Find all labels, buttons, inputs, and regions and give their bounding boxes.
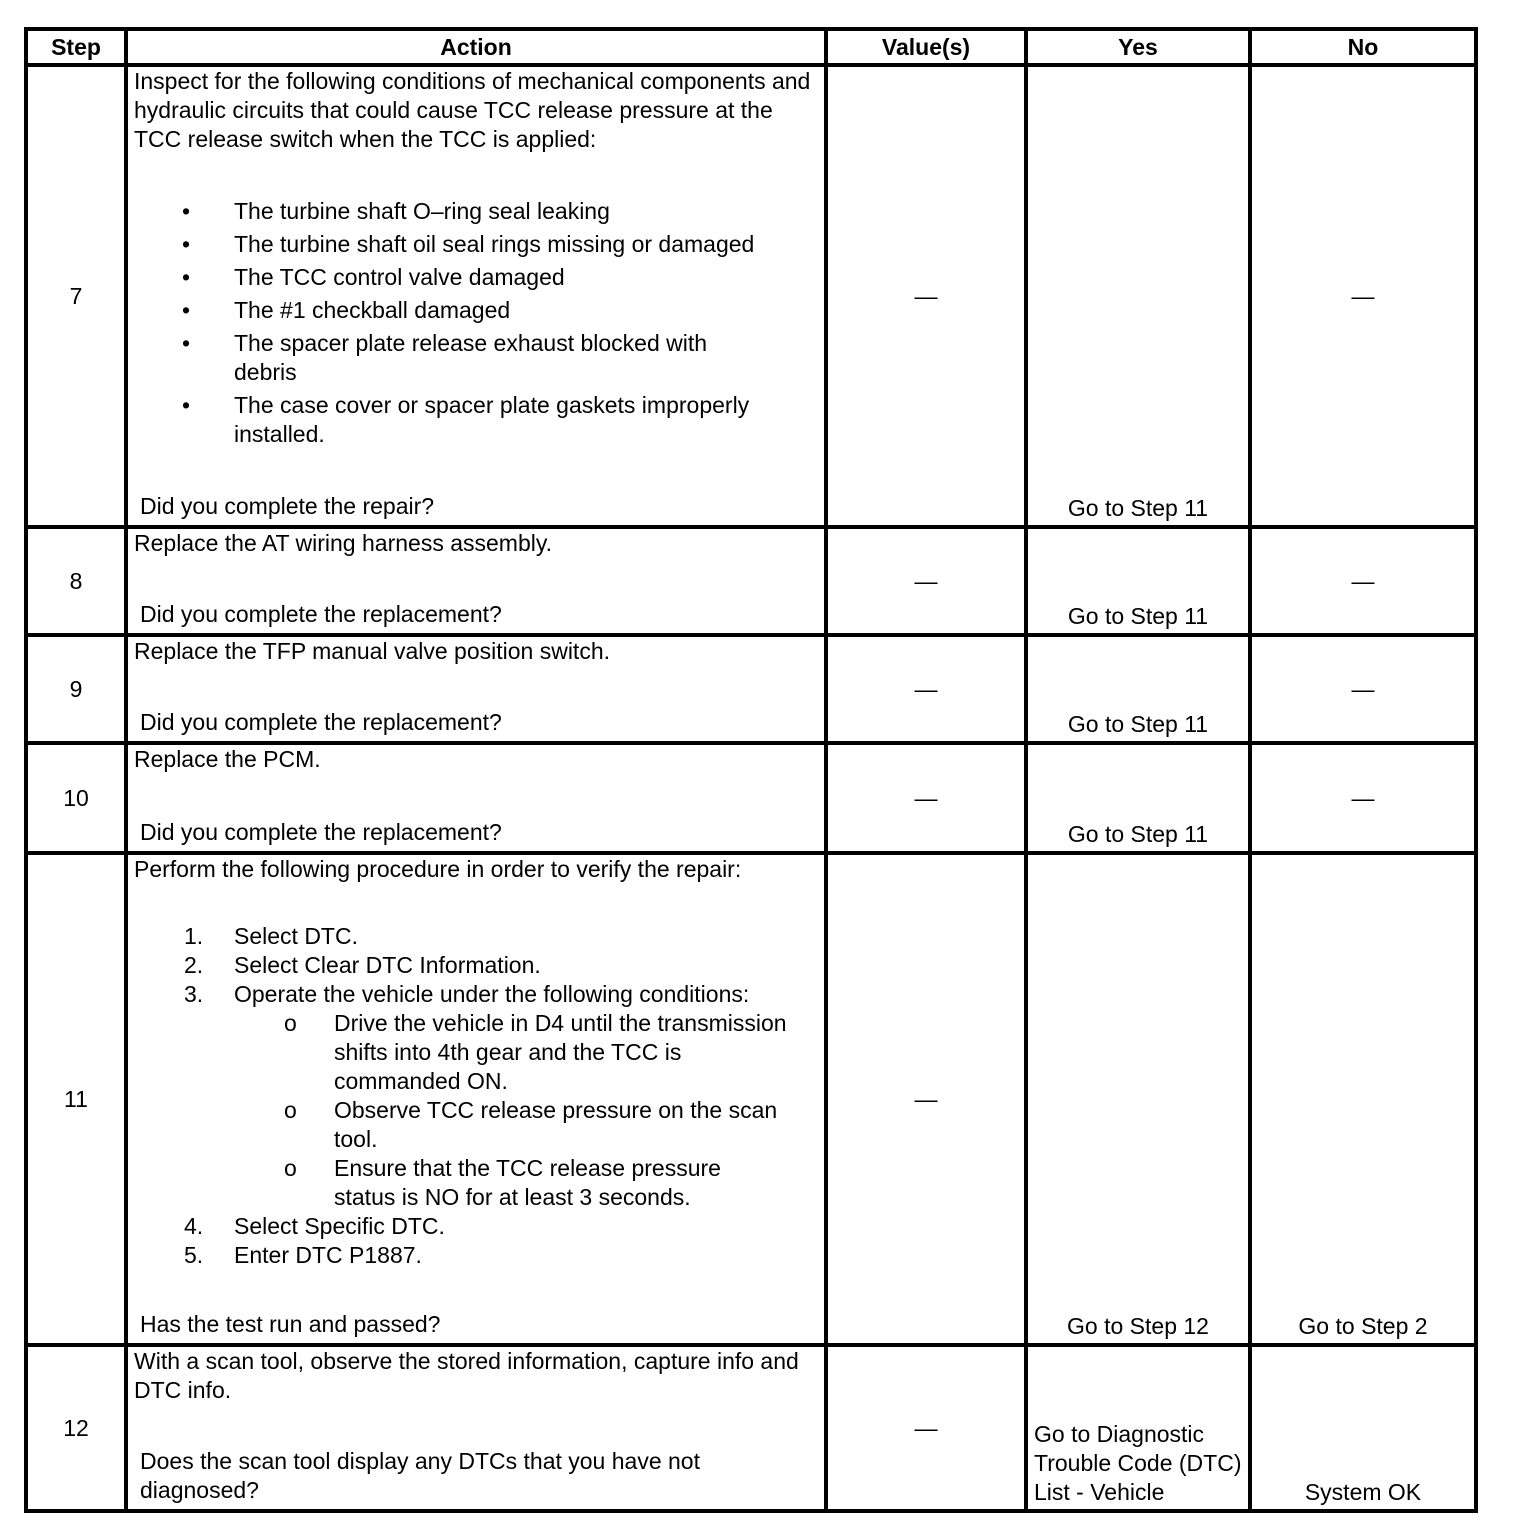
action-intro: Perform the following procedure in order to verify the repair:	[134, 856, 742, 882]
table-row-step-10	[26, 743, 1476, 853]
header-step: Step	[26, 29, 126, 65]
no-cell	[1250, 1345, 1476, 1511]
header-action: Action	[126, 29, 826, 65]
action-question: Did you complete the repair?	[140, 493, 435, 519]
step-number: 12	[26, 1345, 126, 1511]
step-number: 7	[26, 65, 126, 527]
header-row	[26, 29, 1476, 65]
yes-cell	[1026, 635, 1250, 743]
list-item: • The #1 checkball damaged	[182, 297, 511, 323]
sub-list-item: o Ensure that the TCC release pressure status is NO for at least 3 seconds.	[284, 1155, 721, 1210]
bullet-icon: •	[182, 297, 191, 323]
bullet-icon: •	[182, 198, 191, 224]
list-item: • The TCC control valve damaged	[182, 264, 565, 290]
yes-link: Go to Step 11	[1067, 821, 1209, 847]
yes-link: Go to Step 11	[1067, 711, 1209, 737]
action-cell	[126, 853, 826, 1345]
no-cell: —	[1250, 65, 1476, 527]
value-cell: —	[826, 853, 1026, 1345]
bullet-icon: •	[182, 392, 191, 418]
no-cell: —	[1250, 527, 1476, 635]
table-row-step-8	[26, 527, 1476, 635]
list-item: • The spacer plate release exhaust blocked with debris	[182, 330, 708, 385]
list-item: • The turbine shaft O–ring seal leaking	[182, 198, 610, 224]
list-item: 5. Enter DTC P1887.	[184, 1242, 422, 1268]
step-number: 11	[26, 853, 126, 1345]
list-item: • The turbine shaft oil seal rings missing or damaged	[182, 231, 755, 257]
yes-cell	[1026, 853, 1250, 1345]
table-row-step-7	[26, 65, 1476, 527]
action-question: Did you complete the replacement?	[140, 601, 502, 627]
action-cell	[126, 1345, 826, 1511]
list-item: 4. Select Specific DTC.	[184, 1213, 445, 1239]
yes-link: Go to Step 11	[1067, 495, 1209, 521]
no-cell: —	[1250, 743, 1476, 853]
action-question: Did you complete the replacement?	[140, 709, 502, 735]
yes-link: Go to Diagnostic Trouble Code (DTC) List - Vehicle	[1034, 1421, 1242, 1505]
action-cell	[126, 527, 826, 635]
list-item: 3. Operate the vehicle under the following conditions:	[184, 981, 750, 1007]
header-yes: Yes	[1026, 29, 1250, 65]
step-number: 8	[26, 527, 126, 635]
list-item: 1. Select DTC.	[184, 923, 358, 949]
table-row-step-11	[26, 853, 1476, 1345]
no-cell	[1250, 853, 1476, 1345]
yes-cell	[1026, 65, 1250, 527]
yes-cell	[1026, 527, 1250, 635]
action-intro: Replace the TFP manual valve position switch.	[134, 638, 611, 664]
value-cell: —	[826, 743, 1026, 853]
header-no: No	[1250, 29, 1476, 65]
step-number: 10	[26, 743, 126, 853]
value-cell: —	[826, 635, 1026, 743]
header-values: Value(s)	[826, 29, 1026, 65]
table-row-step-12	[26, 1345, 1476, 1511]
diagnostic-table	[24, 27, 1478, 1513]
action-question: Did you complete the replacement?	[140, 819, 502, 845]
no-link: Go to Step 2	[1298, 1313, 1428, 1339]
sub-list-item: o Observe TCC release pressure on the scan tool.	[284, 1097, 778, 1152]
action-question: Has the test run and passed?	[140, 1311, 441, 1337]
action-intro: Inspect for the following conditions of mechanical components and hydraulic circuits that could cause TCC release pressure at the TCC release switch when the TCC is applied:	[134, 68, 811, 152]
action-cell	[126, 743, 826, 853]
list-item: • The case cover or spacer plate gaskets improperly installed.	[182, 392, 750, 447]
circle-bullet-icon: o	[284, 1155, 297, 1181]
value-cell: —	[826, 527, 1026, 635]
action-cell	[126, 635, 826, 743]
yes-link: Go to Step 11	[1067, 603, 1209, 629]
condition-list	[134, 197, 818, 449]
value-cell: —	[826, 1345, 1026, 1511]
procedure-list	[134, 922, 818, 1270]
step-number: 9	[26, 635, 126, 743]
action-intro: Replace the PCM.	[134, 746, 321, 772]
diagnostic-table-sheet	[24, 27, 1478, 1513]
list-item: 2. Select Clear DTC Information.	[184, 952, 541, 978]
action-intro: With a scan tool, observe the stored information, capture info and DTC info.	[134, 1348, 799, 1403]
yes-link: Go to Step 12	[1067, 1313, 1209, 1339]
action-question: Does the scan tool display any DTCs that you have not diagnosed?	[140, 1448, 700, 1503]
sub-list-item: o Drive the vehicle in D4 until the transmission shifts into 4th gear and the TCC is commanded ON.	[284, 1010, 787, 1094]
yes-cell	[1026, 1345, 1250, 1511]
no-link: System OK	[1304, 1479, 1422, 1505]
bullet-icon: •	[182, 264, 191, 290]
bullet-icon: •	[182, 231, 191, 257]
circle-bullet-icon: o	[284, 1010, 297, 1036]
action-intro: Replace the AT wiring harness assembly.	[134, 530, 553, 556]
table-row-step-9	[26, 635, 1476, 743]
action-cell	[126, 65, 826, 527]
no-cell: —	[1250, 635, 1476, 743]
bullet-icon: •	[182, 330, 191, 356]
circle-bullet-icon: o	[284, 1097, 297, 1123]
value-cell: —	[826, 65, 1026, 527]
yes-cell	[1026, 743, 1250, 853]
